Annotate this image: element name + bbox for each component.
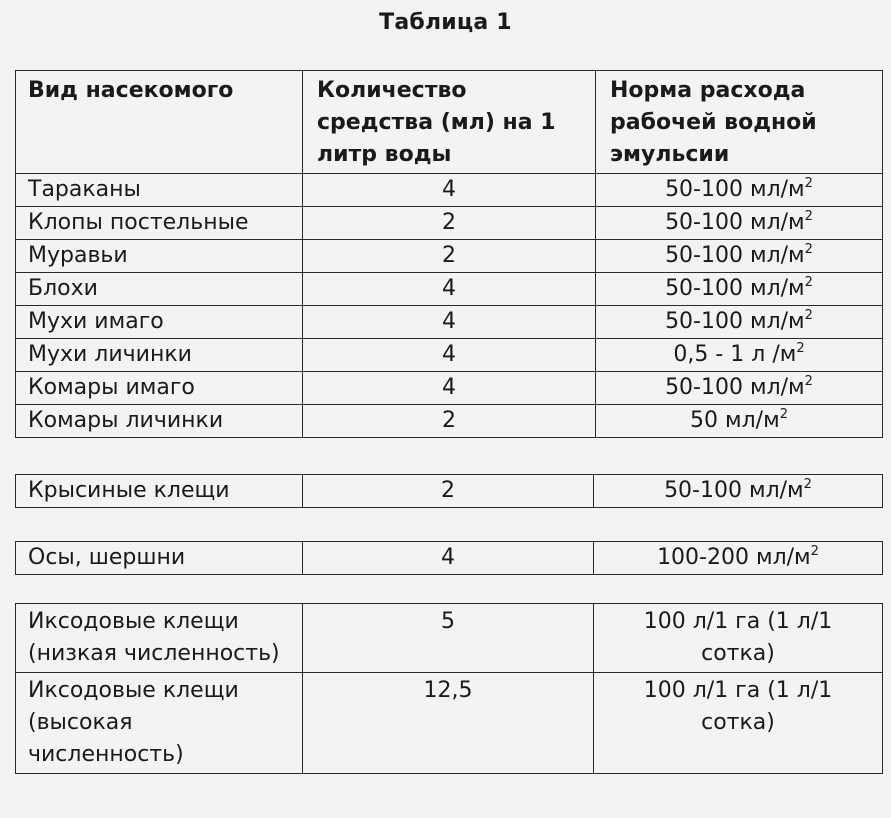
- table-group-ticks: [15, 603, 883, 774]
- unit-superscript: 2: [779, 407, 788, 422]
- rate-value: 50-100 $мл/м^2$: [596, 240, 883, 273]
- insect-name: Осы, шершни: [16, 542, 303, 575]
- column-header-amount: Количество средства (мл) на 1 литр воды: [303, 71, 596, 174]
- table-row: [16, 604, 883, 673]
- table-row: [16, 306, 883, 339]
- amount-value: 4: [303, 273, 596, 306]
- amount-value: 2: [303, 475, 594, 508]
- unit-superscript: 2: [804, 209, 813, 224]
- amount-value: 4: [303, 174, 596, 207]
- amount-value: 12,5: [303, 673, 594, 774]
- unit-superscript: 2: [804, 242, 813, 257]
- rate-value: 50 $мл/м^2$: [596, 405, 883, 438]
- unit-superscript: 2: [796, 341, 805, 356]
- amount-value: 5: [303, 604, 594, 673]
- rate-value: 100 л/1 га (1 л/1 сотка): [594, 604, 883, 673]
- amount-value: 4: [303, 372, 596, 405]
- insect-name: Муравьи: [16, 240, 303, 273]
- insect-name: Иксодовые клещи (низкая численность): [16, 604, 303, 673]
- table-row: [16, 273, 883, 306]
- table-row: [16, 207, 883, 240]
- rate-value: 50-100 $мл/м^2$: [596, 273, 883, 306]
- rate-value: 0,5 - 1 л $/м^2$: [596, 339, 883, 372]
- rate-value: 50-100 $мл/м^2$: [594, 475, 883, 508]
- table-group-rat-mites: [15, 474, 883, 508]
- insect-name: Комары имаго: [16, 372, 303, 405]
- rate-value: 100 л/1 га (1 л/1 сотка): [594, 673, 883, 774]
- insect-name: Блохи: [16, 273, 303, 306]
- table-row: [16, 339, 883, 372]
- insect-name: Клопы постельные: [16, 207, 303, 240]
- amount-value: 4: [303, 339, 596, 372]
- table-row: [16, 475, 883, 508]
- table-row: [16, 240, 883, 273]
- rate-value: 50-100 $мл/м^2$: [596, 372, 883, 405]
- table-row: [16, 372, 883, 405]
- unit-superscript: 2: [804, 176, 813, 191]
- rate-value: 50-100 $мл/м^2$: [596, 306, 883, 339]
- rate-value: 100-200 $мл/м^2$: [594, 542, 883, 575]
- insect-name: Крысиные клещи: [16, 475, 303, 508]
- table-row: [16, 405, 883, 438]
- unit-superscript: 2: [804, 308, 813, 323]
- insect-name: Мухи имаго: [16, 306, 303, 339]
- amount-value: 4: [303, 306, 596, 339]
- table-group-wasps: [15, 541, 883, 575]
- column-header-insect: Вид насекомого: [16, 71, 303, 174]
- amount-value: 2: [303, 405, 596, 438]
- table-title: Таблица 1: [379, 10, 512, 35]
- unit-superscript: 2: [804, 374, 813, 389]
- unit-superscript: 2: [804, 275, 813, 290]
- unit-superscript: 2: [803, 477, 812, 492]
- insect-name: Мухи личинки: [16, 339, 303, 372]
- table-header-row: [16, 71, 883, 174]
- amount-value: 2: [303, 207, 596, 240]
- rate-value: 50-100 $мл/м^2$: [596, 174, 883, 207]
- insect-name: Комары личинки: [16, 405, 303, 438]
- unit-superscript: 2: [810, 544, 819, 559]
- table-main: [15, 70, 883, 438]
- table-row: [16, 673, 883, 774]
- table-row: [16, 174, 883, 207]
- insect-name: Тараканы: [16, 174, 303, 207]
- amount-value: 4: [303, 542, 594, 575]
- table-row: [16, 542, 883, 575]
- column-header-rate: Норма расхода рабочей водной эмульсии: [596, 71, 883, 174]
- insect-name: Иксодовые клещи (высокая численность): [16, 673, 303, 774]
- amount-value: 2: [303, 240, 596, 273]
- rate-value: 50-100 $мл/м^2$: [596, 207, 883, 240]
